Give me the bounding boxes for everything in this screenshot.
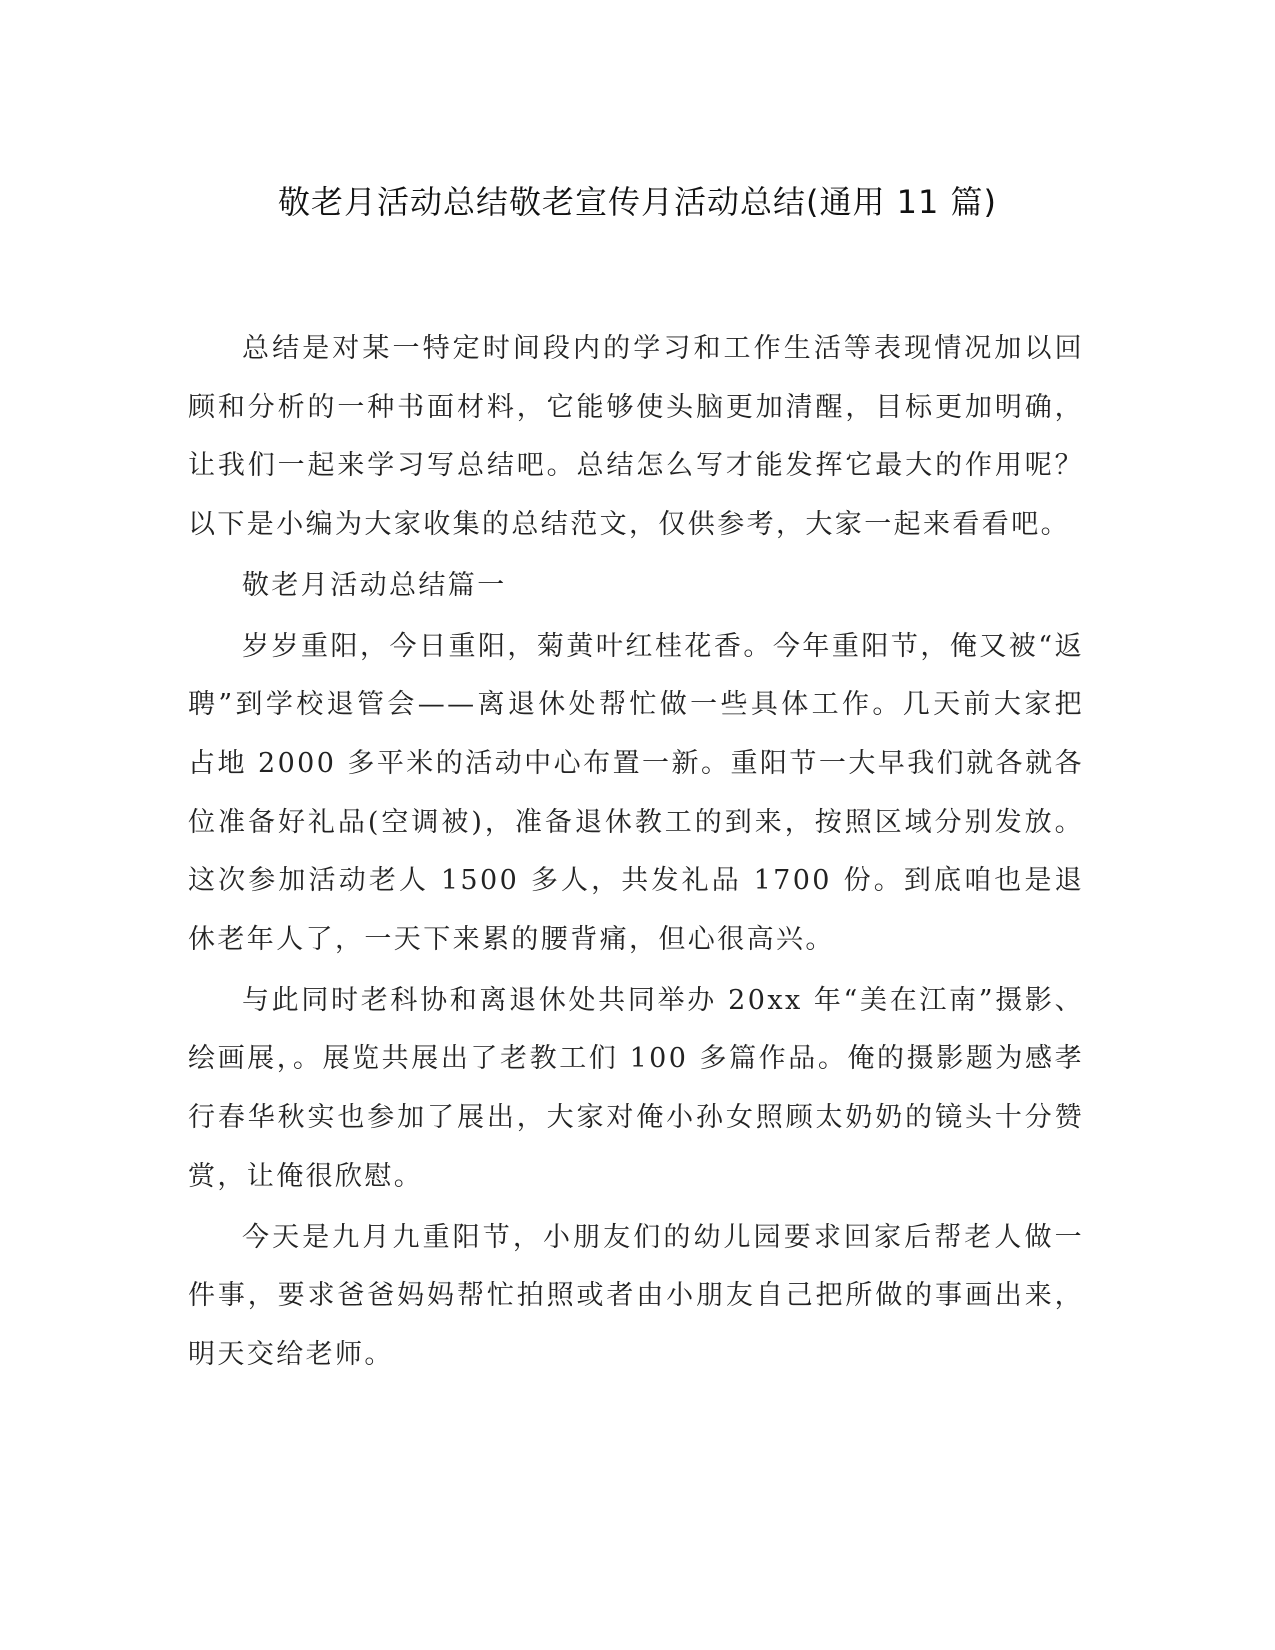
intro-paragraph: 总结是对某一特定时间段内的学习和工作生活等表现情况加以回顾和分析的一种书面材料，它能够使头脑更加清醒，目标更加明确，让我们一起来学习写总结吧。总结怎么写才能发挥它最大的作用呢？以下是小编为大家收集的总结范文，仅供参考，大家一起来看看吧。 (188, 333, 1084, 541)
body-paragraph: 岁岁重阳，今日重阳，菊黄叶红桂花香。今年重阳节，俺又被“返聘”到学校退管会——离退休处帮忙做一些具体工作。几天前大家把占地 2000 多平米的活动中心布置一新。重阳节一大早我们就各就各位准备好礼品(空调被)，准备退休教工的到来，按照区域分别发放。这次参加活动老人 1500 多人，共发礼品 1700 份。到底咱也是退休老年人了，一天下来累的腰背痛，但心很高兴。 (188, 630, 1084, 956)
body-paragraph: 与此同时老科协和离退休处共同举办 20xx 年“美在江南”摄影、绘画展，。展览共展出了老教工们 100 多篇作品。俺的摄影题为感孝行春华秋实也参加了展出，大家对俺小孙女照顾太奶奶的镜头十分赞赏，让俺很欣慰。 (188, 984, 1084, 1192)
document-body (188, 320, 1084, 1387)
body-paragraph: 今天是九月九重阳节，小朋友们的幼儿园要求回家后帮老人做一件事，要求爸爸妈妈帮忙拍照或者由小朋友自己把所做的事画出来，明天交给老师。 (188, 1221, 1084, 1370)
document-title: 敬老月活动总结敬老宣传月活动总结(通用 11 篇) (277, 183, 998, 221)
section-heading: 敬老月活动总结篇一 (242, 569, 507, 601)
